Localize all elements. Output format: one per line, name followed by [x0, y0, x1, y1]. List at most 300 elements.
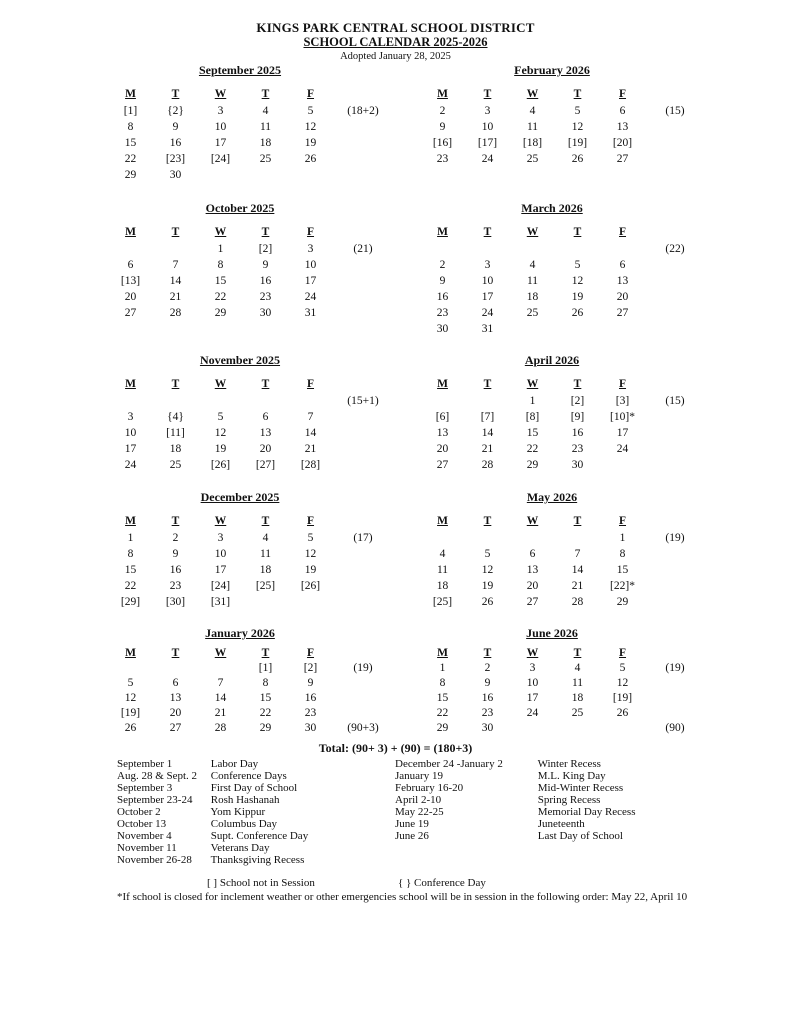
- day-of-week-header: F: [618, 647, 627, 659]
- week-row: [420, 530, 715, 546]
- day-cell: 29: [526, 459, 539, 471]
- day-cell: 11: [259, 121, 272, 133]
- day-count-annotation: (19): [665, 662, 685, 674]
- week-row: [420, 103, 715, 119]
- day-of-week-header: F: [618, 515, 627, 527]
- legend-date: February 16-20: [395, 782, 464, 794]
- week-row: [108, 661, 403, 676]
- day-of-week-header: W: [214, 647, 227, 659]
- week-row: [108, 706, 403, 721]
- day-cell: 10: [526, 677, 539, 689]
- month-title: February 2026: [514, 63, 590, 77]
- day-cell: 16: [304, 692, 317, 704]
- month-title: April 2026: [524, 353, 580, 367]
- day-of-week-header: M: [437, 378, 448, 390]
- day-cell: 17: [124, 443, 137, 455]
- legend-date: October 13: [117, 818, 167, 830]
- day-of-week-header: T: [171, 88, 180, 100]
- day-of-week-header: T: [261, 515, 270, 527]
- day-cell: 28: [214, 722, 227, 734]
- day-cell: 30: [304, 722, 317, 734]
- legend-row: [395, 830, 636, 842]
- month-grid: [108, 514, 403, 610]
- day-cell: 10: [481, 121, 494, 133]
- legend-date: Aug. 28 & Sept. 2: [117, 770, 198, 782]
- week-row: [108, 257, 403, 273]
- day-cell: 11: [526, 121, 539, 133]
- day-cell: 8: [127, 548, 134, 560]
- day-cell: [11]: [166, 427, 185, 439]
- day-count-annotation: (19): [353, 662, 373, 674]
- month-grid: [420, 377, 715, 473]
- day-of-week-header: M: [437, 88, 448, 100]
- day-cell: 16: [169, 137, 182, 149]
- week-row: [420, 661, 715, 676]
- day-cell: 9: [439, 121, 446, 133]
- day-header-row: [420, 225, 715, 239]
- day-cell: [19]: [120, 707, 141, 719]
- day-cell: 4: [574, 662, 581, 674]
- day-of-week-header: T: [483, 88, 492, 100]
- day-cell: 22: [214, 291, 227, 303]
- legend-event: Mid-Winter Recess: [537, 782, 624, 794]
- day-cell: 24: [616, 443, 629, 455]
- day-cell: 6: [127, 259, 134, 271]
- legend-row: [395, 758, 636, 770]
- day-cell: 19: [304, 137, 317, 149]
- adopted-date-line: Adopted January 28, 2025: [340, 51, 451, 62]
- day-cell: 26: [124, 722, 137, 734]
- day-of-week-header: T: [573, 226, 582, 238]
- month-grid: [420, 514, 715, 610]
- day-cell: 3: [307, 243, 314, 255]
- day-cell: 3: [529, 662, 536, 674]
- day-count-annotation: (15+1): [347, 395, 379, 407]
- legend-date: November 26-28: [117, 854, 192, 866]
- day-cell: 30: [169, 169, 182, 181]
- legend-row: [395, 794, 636, 806]
- legend-date: April 2-10: [395, 794, 442, 806]
- day-cell: 11: [526, 275, 539, 287]
- day-cell: 12: [571, 121, 584, 133]
- day-cell: 2: [172, 532, 179, 544]
- day-cell: 12: [481, 564, 494, 576]
- day-cell: 18: [259, 564, 272, 576]
- day-cell: 18: [259, 137, 272, 149]
- day-cell: 28: [169, 307, 182, 319]
- legend-event: First Day of School: [210, 782, 298, 794]
- week-row: [420, 721, 715, 736]
- day-cell: 15: [436, 692, 449, 704]
- day-cell: [25]: [432, 596, 453, 608]
- day-cell: 6: [619, 259, 626, 271]
- day-cell: 17: [526, 692, 539, 704]
- day-cell: 22: [124, 580, 137, 592]
- day-cell: 17: [616, 427, 629, 439]
- day-cell: [29]: [120, 596, 141, 608]
- week-row: [108, 562, 403, 578]
- total-days-line: Total: (90+ 3) + (90) = (180+3): [318, 741, 473, 755]
- week-row: [420, 578, 715, 594]
- day-cell: 25: [169, 459, 182, 471]
- week-row: [108, 721, 403, 736]
- day-cell: [24]: [210, 153, 231, 165]
- day-of-week-header: F: [306, 378, 315, 390]
- day-cell: 17: [304, 275, 317, 287]
- day-count-annotation: (22): [665, 243, 685, 255]
- day-cell: [17]: [477, 137, 498, 149]
- month-calendar: [108, 352, 403, 473]
- day-cell: [18]: [522, 137, 543, 149]
- day-cell: 30: [571, 459, 584, 471]
- day-count-annotation: (17): [353, 532, 373, 544]
- day-cell: [7]: [480, 411, 495, 423]
- day-of-week-header: T: [483, 515, 492, 527]
- week-row: [108, 305, 403, 321]
- day-header-row: [108, 225, 403, 239]
- day-cell: 20: [526, 580, 539, 592]
- day-cell: 1: [529, 395, 536, 407]
- month-calendar: [108, 200, 403, 321]
- day-cell: 26: [304, 153, 317, 165]
- day-cell: 9: [172, 121, 179, 133]
- legend-date: September 3: [117, 782, 173, 794]
- day-cell: 26: [571, 307, 584, 319]
- day-of-week-header: T: [261, 647, 270, 659]
- month-grid: [108, 646, 403, 736]
- day-of-week-header: W: [214, 88, 227, 100]
- day-cell: 22: [124, 153, 137, 165]
- day-cell: 22: [526, 443, 539, 455]
- day-cell: 6: [262, 411, 269, 423]
- legend-row: [395, 806, 636, 818]
- day-count-annotation: (21): [353, 243, 373, 255]
- day-cell: 1: [217, 243, 224, 255]
- day-cell: 4: [262, 105, 269, 117]
- day-cell: 13: [436, 427, 449, 439]
- legend-row: [117, 806, 308, 818]
- day-cell: 10: [124, 427, 137, 439]
- day-cell: 22: [259, 707, 272, 719]
- day-of-week-header: T: [483, 647, 492, 659]
- day-header-row: [420, 377, 715, 391]
- month-calendar: [420, 200, 715, 337]
- week-row: [420, 676, 715, 691]
- legend-date: October 2: [117, 806, 161, 818]
- day-cell: [28]: [300, 459, 321, 471]
- day-of-week-header: M: [125, 378, 136, 390]
- day-cell: 29: [259, 722, 272, 734]
- week-row: [108, 691, 403, 706]
- day-cell: 29: [214, 307, 227, 319]
- day-of-week-header: T: [261, 378, 270, 390]
- day-cell: 31: [304, 307, 317, 319]
- day-cell: 21: [481, 443, 494, 455]
- day-cell: 28: [571, 596, 584, 608]
- week-row: [420, 321, 715, 337]
- day-cell: 15: [124, 564, 137, 576]
- day-cell: 7: [307, 411, 314, 423]
- day-cell: 10: [481, 275, 494, 287]
- week-row: [108, 103, 403, 119]
- inclement-weather-footnote: *If school is closed for inclement weather or other emergencies school will be in session in the following order: May 22, April 10: [117, 891, 688, 903]
- day-cell: 7: [172, 259, 179, 271]
- day-cell: 3: [484, 105, 491, 117]
- legend-date: December 24 -January 2: [395, 758, 503, 770]
- day-cell: [1]: [258, 662, 273, 674]
- day-cell: [6]: [435, 411, 450, 423]
- day-count-annotation: (19): [665, 532, 685, 544]
- day-cell: 29: [124, 169, 137, 181]
- month-title: January 2026: [205, 626, 275, 640]
- week-row: [108, 119, 403, 135]
- day-of-week-header: T: [261, 226, 270, 238]
- day-cell: 5: [484, 548, 491, 560]
- day-header-row: [420, 646, 715, 661]
- legend-row: [117, 854, 308, 866]
- month-title: March 2026: [521, 201, 583, 215]
- day-cell: 23: [304, 707, 317, 719]
- day-cell: 4: [262, 532, 269, 544]
- day-cell: 1: [127, 532, 134, 544]
- day-cell: 2: [484, 662, 491, 674]
- day-cell: 5: [307, 105, 314, 117]
- day-cell: 15: [526, 427, 539, 439]
- day-cell: 9: [439, 275, 446, 287]
- month-calendar: [108, 489, 403, 610]
- week-row: [108, 546, 403, 562]
- week-row: [420, 393, 715, 409]
- legend-date: May 22-25: [395, 806, 444, 818]
- day-cell: 29: [616, 596, 629, 608]
- day-cell: 17: [214, 564, 227, 576]
- week-row: [420, 119, 715, 135]
- day-cell: [27]: [255, 459, 276, 471]
- day-cell: 6: [172, 677, 179, 689]
- day-cell: 23: [436, 307, 449, 319]
- week-row: [108, 241, 403, 257]
- month-grid: [420, 225, 715, 337]
- day-cell: 6: [619, 105, 626, 117]
- day-cell: 24: [124, 459, 137, 471]
- month-calendar: [420, 489, 715, 610]
- legend-date: January 19: [395, 770, 443, 782]
- day-cell: 16: [259, 275, 272, 287]
- week-row: [420, 273, 715, 289]
- day-cell: 9: [262, 259, 269, 271]
- day-cell: 15: [259, 692, 272, 704]
- month-grid: [108, 225, 403, 321]
- day-header-row: [420, 87, 715, 101]
- day-cell: 12: [304, 548, 317, 560]
- legend-event: Juneteenth: [537, 818, 585, 830]
- legend-event: Conference Days: [210, 770, 287, 782]
- day-cell: 1: [619, 532, 626, 544]
- day-cell: 21: [169, 291, 182, 303]
- day-cell: [19]: [612, 692, 633, 704]
- day-cell: 23: [481, 707, 494, 719]
- week-row: [420, 409, 715, 425]
- day-cell: 18: [571, 692, 584, 704]
- legend-row: [395, 818, 636, 830]
- day-of-week-header: M: [125, 226, 136, 238]
- day-cell: 26: [571, 153, 584, 165]
- legend-event: Veterans Day: [210, 842, 270, 854]
- day-cell: [2]: [303, 662, 318, 674]
- day-header-row: [108, 377, 403, 391]
- day-cell: 4: [529, 259, 536, 271]
- day-of-week-header: T: [171, 226, 180, 238]
- day-cell: 5: [307, 532, 314, 544]
- month-grid: [420, 646, 715, 736]
- week-row: [108, 151, 403, 167]
- day-cell: 23: [571, 443, 584, 455]
- day-cell: 8: [262, 677, 269, 689]
- day-cell: 23: [259, 291, 272, 303]
- day-of-week-header: F: [618, 378, 627, 390]
- day-of-week-header: T: [171, 378, 180, 390]
- legend-date: November 4: [117, 830, 172, 842]
- day-cell: 13: [169, 692, 182, 704]
- day-of-week-header: F: [618, 226, 627, 238]
- day-cell: 10: [304, 259, 317, 271]
- day-cell: 13: [259, 427, 272, 439]
- day-cell: 13: [526, 564, 539, 576]
- day-cell: 17: [214, 137, 227, 149]
- day-count-annotation: (15): [665, 395, 685, 407]
- day-cell: 15: [214, 275, 227, 287]
- day-of-week-header: W: [526, 647, 539, 659]
- day-of-week-header: F: [618, 88, 627, 100]
- day-cell: 5: [217, 411, 224, 423]
- legend-row: [117, 830, 308, 842]
- month-title: December 2025: [200, 490, 280, 504]
- day-cell: 12: [571, 275, 584, 287]
- day-of-week-header: T: [483, 226, 492, 238]
- legend-date: September 23-24: [117, 794, 193, 806]
- day-of-week-header: W: [214, 378, 227, 390]
- day-cell: 14: [304, 427, 317, 439]
- week-row: [108, 594, 403, 610]
- day-of-week-header: T: [261, 88, 270, 100]
- day-cell: 22: [436, 707, 449, 719]
- day-of-week-header: W: [526, 226, 539, 238]
- day-of-week-header: T: [171, 647, 180, 659]
- day-of-week-header: F: [306, 226, 315, 238]
- day-cell: 27: [616, 307, 629, 319]
- legend-row: [117, 782, 308, 794]
- day-cell: 4: [439, 548, 446, 560]
- day-cell: [9]: [570, 411, 585, 423]
- day-cell: [26]: [210, 459, 231, 471]
- month-grid: [108, 87, 403, 183]
- day-count-annotation: (18+2): [347, 105, 379, 117]
- calendar-year-title: SCHOOL CALENDAR 2025-2026: [303, 35, 488, 49]
- day-of-week-header: T: [573, 647, 582, 659]
- day-cell: 23: [436, 153, 449, 165]
- week-row: [108, 425, 403, 441]
- day-header-row: [108, 514, 403, 528]
- legend-event: Winter Recess: [537, 758, 601, 770]
- day-of-week-header: W: [526, 378, 539, 390]
- day-cell: [10]*: [610, 411, 635, 423]
- day-cell: 19: [214, 443, 227, 455]
- day-of-week-header: M: [437, 647, 448, 659]
- day-cell: 19: [571, 291, 584, 303]
- day-cell: 15: [124, 137, 137, 149]
- day-cell: 1: [439, 662, 446, 674]
- day-cell: 2: [439, 105, 446, 117]
- day-cell: 21: [304, 443, 317, 455]
- key-conference-day: { } Conference Day: [398, 877, 486, 889]
- legend-event: Labor Day: [210, 758, 259, 770]
- day-cell: [22]*: [610, 580, 635, 592]
- month-title: May 2026: [526, 490, 578, 504]
- day-cell: 25: [526, 307, 539, 319]
- day-cell: 29: [436, 722, 449, 734]
- month-calendar: [420, 625, 715, 736]
- day-of-week-header: W: [526, 88, 539, 100]
- day-cell: 8: [217, 259, 224, 271]
- day-cell: 12: [214, 427, 227, 439]
- day-cell: 4: [529, 105, 536, 117]
- week-row: [420, 289, 715, 305]
- day-cell: 27: [124, 307, 137, 319]
- month-calendar: [420, 62, 715, 167]
- month-calendar: [108, 625, 403, 736]
- week-row: [108, 530, 403, 546]
- day-of-week-header: T: [573, 515, 582, 527]
- day-cell: 11: [571, 677, 584, 689]
- day-cell: 18: [436, 580, 449, 592]
- week-row: [420, 562, 715, 578]
- day-cell: 6: [529, 548, 536, 560]
- week-row: [420, 691, 715, 706]
- day-cell: 26: [616, 707, 629, 719]
- legend-column-right: [395, 758, 636, 842]
- day-cell: 20: [169, 707, 182, 719]
- day-cell: [19]: [567, 137, 588, 149]
- day-cell: [23]: [165, 153, 186, 165]
- week-row: [420, 241, 715, 257]
- week-row: [420, 706, 715, 721]
- day-cell: 10: [214, 121, 227, 133]
- day-of-week-header: W: [214, 226, 227, 238]
- day-cell: 14: [214, 692, 227, 704]
- day-cell: 13: [616, 275, 629, 287]
- week-row: [108, 273, 403, 289]
- day-of-week-header: W: [214, 515, 227, 527]
- day-cell: 26: [481, 596, 494, 608]
- day-cell: 8: [127, 121, 134, 133]
- day-cell: 14: [169, 275, 182, 287]
- day-cell: 9: [307, 677, 314, 689]
- day-cell: 27: [526, 596, 539, 608]
- day-cell: {2}: [167, 105, 184, 117]
- day-of-week-header: M: [125, 647, 136, 659]
- week-row: [420, 594, 715, 610]
- week-row: [108, 457, 403, 473]
- day-cell: 3: [484, 259, 491, 271]
- week-row: [108, 135, 403, 151]
- week-row: [108, 289, 403, 305]
- legend-event: Yom Kippur: [210, 806, 266, 818]
- key-school-not-in-session: [ ] School not in Session: [207, 877, 315, 889]
- legend-row: [395, 770, 636, 782]
- day-of-week-header: T: [573, 88, 582, 100]
- day-cell: 5: [574, 259, 581, 271]
- day-cell: 30: [481, 722, 494, 734]
